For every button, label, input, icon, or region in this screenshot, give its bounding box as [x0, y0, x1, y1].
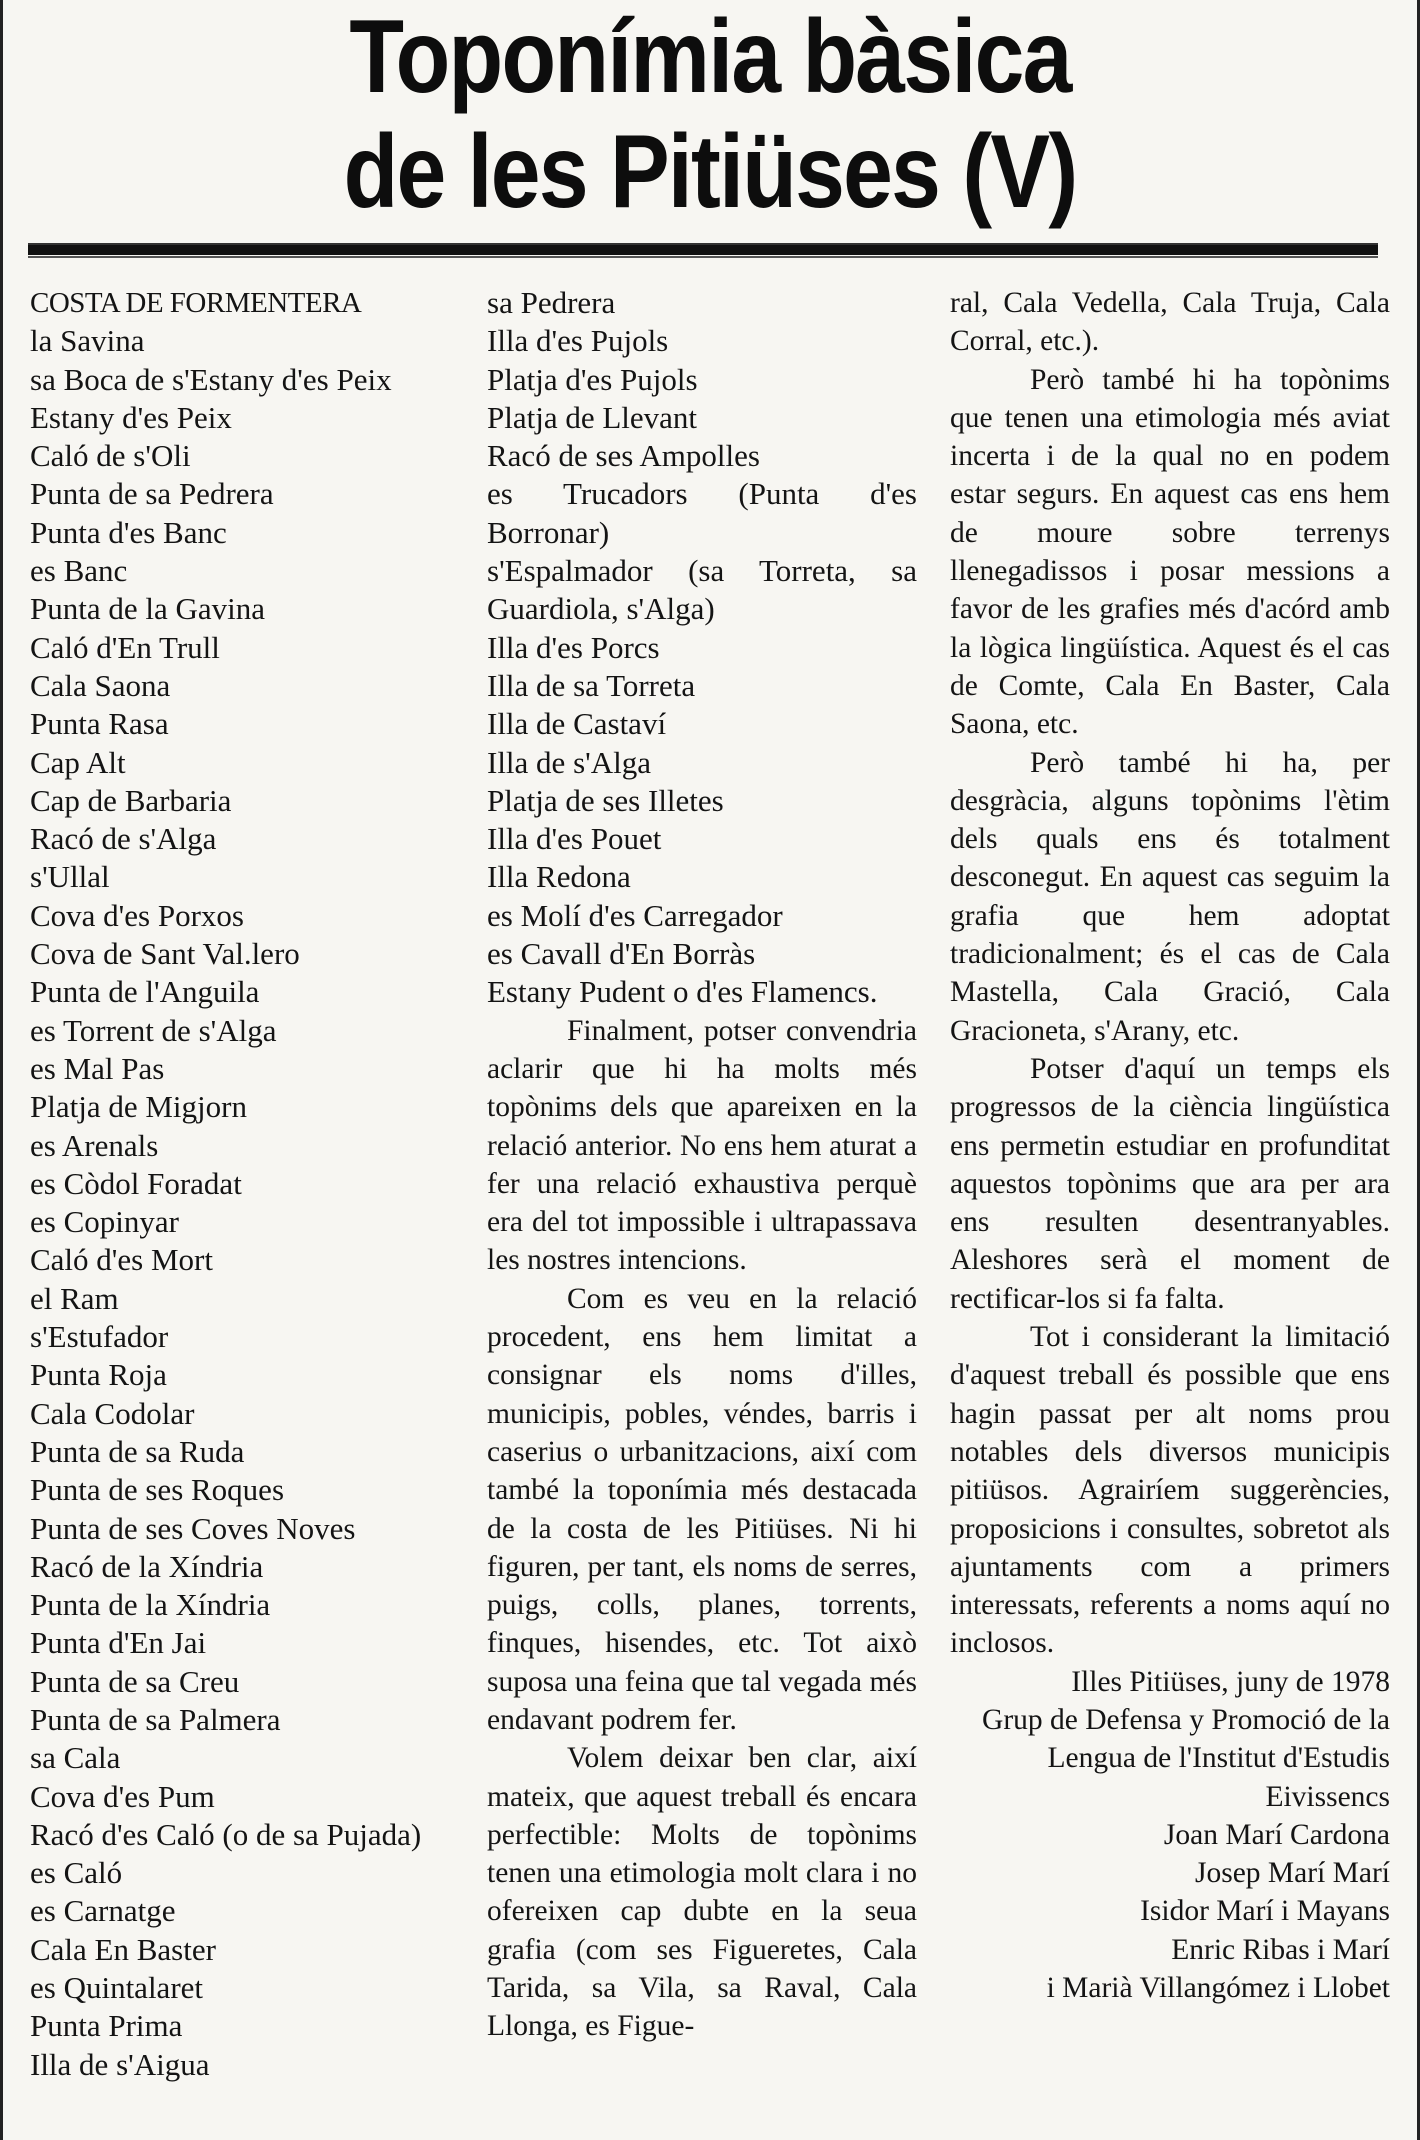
author-name: i Marià Villangómez i Llobet [1046, 1972, 1390, 2005]
place-name-item: Cala Codolar [30, 1395, 195, 1431]
place-name-item: Punta d'es Banc [30, 514, 227, 550]
place-name-item: sa Boca de s'Estany d'es Peix [30, 361, 392, 397]
place-name-item: Estany Pudent o d'es Flamencs. [487, 974, 878, 1010]
title-line-2: de les Pitiüses (V) [343, 114, 1077, 230]
place-name-item: Punta de la Xíndria [30, 1587, 271, 1623]
column-1 [30, 284, 470, 2084]
place-list-1 [30, 322, 470, 2084]
place-name-item: es Caló [30, 1855, 123, 1891]
place-name-item: s'Espalmador (sa Torreta, sa Guardiola, s'Alga) [487, 553, 917, 627]
place-name-item: es Molí d'es Carregador [487, 897, 783, 933]
paragraph: Tot i considerant la limitació d'aquest treball és possible que ens hagin passat per alt noms prou notables dels diversos municipis pitiüsos. Agrairíem suggerències, proposicions i consultes, sobretot als ajuntaments com a primers interessats, referents a noms aquí no inclosos. [950, 1321, 1390, 1660]
place-name-item: Punta Rasa [30, 706, 169, 742]
author-name: Joan Marí Cardona [1163, 1818, 1390, 1851]
paragraph: Però també hi ha, per desgràcia, alguns topònims l'ètim dels quals ens és totalment desconegut. En aquest cas seguim la grafia que hem adoptat tradicionalment; és el cas de Cala Mastella, Cala Gració, Cala Gracioneta, s'Arany, etc. [950, 746, 1390, 1047]
place-name-item: Punta de sa Ruda [30, 1433, 245, 1469]
place-name-item: Racó d'es Caló (o de sa Pujada) [30, 1816, 422, 1852]
author-name: Josep Marí Marí [1195, 1857, 1390, 1890]
place-name-item: Cova d'es Porxos [30, 897, 244, 933]
place-name-item: sa Pedrera [487, 285, 616, 320]
place-list-2 [487, 284, 917, 1012]
place-name-item: Racó de s'Alga [30, 821, 217, 857]
place-name-item: Cova d'es Pum [30, 1778, 215, 1814]
title-rule-thin [28, 256, 1378, 258]
place-name-item: Estany d'es Peix [30, 399, 232, 435]
column-3-text [950, 284, 1390, 1663]
place-name-item: Racó de la Xíndria [30, 1548, 264, 1584]
place-name-item: la Savina [30, 323, 145, 359]
place-name-item: Cap Alt [30, 744, 126, 780]
place-name-item: Punta de sa Creu [30, 1663, 240, 1699]
place-name-item: Illa d'es Pujols [487, 323, 669, 359]
column-2-text [487, 1012, 917, 2046]
place-name-item: Illa Redona [487, 859, 631, 895]
paragraph: Com es veu en la relació procedent, ens hem limitat a consignar els noms d'illes, municipis, pobles, véndes, barris i caserius o urbanitzacions, així com també la toponímia més destacada de la costa de les Pitiüses. Ni hi figuren, per tant, els noms de serres, puigs, colls, planes, torrents, finques, hisendes, etc. Tot això suposa una feina que tal vegada més endavant podrem fer. [487, 1282, 917, 1736]
place-name-item: Illa d'es Pouet [487, 821, 662, 857]
place-name-item: Punta d'En Jai [30, 1625, 207, 1661]
place-name-item: Platja de ses Illetes [487, 782, 724, 818]
place-name-item: Punta de sa Palmera [30, 1701, 281, 1737]
place-name-item: es Torrent de s'Alga [30, 1012, 277, 1048]
place-name-item: Platja de Migjorn [30, 1089, 247, 1125]
paragraph: Però també hi ha topònims que tenen una etimologia més aviat incerta i de la qual no en podem estar segurs. En aquest cas ens hem de moure sobre terrenys llenegadissos i posar messions a favor de les grafies més d'acórd amb la lògica lingüística. Aquest és el cas de Comte, Cala En Baster, Cala Saona, etc. [950, 363, 1390, 741]
place-name-item: es Trucadors (Punta d'es Borronar) [487, 476, 917, 550]
place-date: Illes Pitiüses, juny de 1978 [1071, 1665, 1390, 1698]
title-rule [28, 243, 1378, 255]
place-name-item: Punta de l'Anguila [30, 974, 260, 1010]
place-name-item: Caló d'es Mort [30, 1242, 213, 1278]
place-name-item: Caló d'En Trull [30, 629, 220, 665]
place-name-item: Illa de sa Torreta [487, 667, 696, 703]
signature-group: Grup de Defensa y Promoció de la Lengua de l'Institut d'Estudis Eivissencs [982, 1703, 1390, 1813]
place-name-item: es Banc [30, 553, 128, 589]
paragraph: Volem deixar ben clar, així mateix, que aquest treball és encara perfectible: Molts de topònims tenen una etimologia molt clara i no ofereixen cap dubte en la seua grafia (com ses Figueretes, Cala Tarida, sa Vila, sa Raval, Cala Llonga, es Figue- [487, 1742, 917, 2043]
place-name-item: el Ram [30, 1280, 119, 1316]
author-name: Isidor Marí i Mayans [1140, 1895, 1390, 1928]
paragraph: ral, Cala Vedella, Cala Truja, Cala Corral, etc.). [950, 287, 1390, 358]
place-name-item: Illa de s'Alga [487, 744, 651, 780]
place-name-item: Caló de s'Oli [30, 438, 191, 474]
article-title [99, 0, 1320, 230]
place-name-item: Punta Roja [30, 1357, 167, 1393]
place-name-item: s'Estufador [30, 1319, 169, 1355]
title-line-1: Toponímia bàsica [349, 0, 1071, 115]
place-name-item: Cova de Sant Val.lero [30, 936, 300, 972]
section-heading: COSTA DE FORMENTERA [30, 287, 362, 319]
place-name-item: Cala Saona [30, 667, 171, 703]
place-name-item: es Copinyar [30, 1204, 179, 1240]
place-name-item: es Arenals [30, 1127, 159, 1163]
author-name: Enric Ribas i Marí [1171, 1933, 1390, 1966]
paragraph: Finalment, potser convendria aclarir que hi ha molts més topònims dels que apareixen en la relació anterior. No ens hem aturat a fer una relació exhaustiva perquè era del tot impossible i ultrapassava les nostres intencions. [487, 1014, 917, 1277]
column-3 [950, 284, 1390, 2007]
place-name-item: es Còdol Foradat [30, 1165, 242, 1201]
place-name-item: Cala En Baster [30, 1931, 216, 1967]
paragraph: Potser d'aquí un temps els progressos de la ciència lingüística ens permetin estudiar en profunditat aquestos topònims que ara per ara ens resulten desentranyables. Aleshores serà el moment de rectificar-los si fa falta. [950, 1052, 1390, 1315]
place-name-item: Illa de s'Aigua [30, 2046, 210, 2082]
place-name-item: s'Ullal [30, 859, 110, 895]
place-name-item: Platja de Llevant [487, 399, 698, 435]
place-name-item: sa Cala [30, 1740, 121, 1776]
place-name-item: Punta Prima [30, 2008, 183, 2044]
place-name-item: Punta de ses Coves Noves [30, 1510, 356, 1546]
place-name-item: Punta de la Gavina [30, 591, 266, 627]
place-name-item: Illa d'es Porcs [487, 629, 660, 665]
place-name-item: es Cavall d'En Borràs [487, 936, 756, 972]
column-2 [487, 284, 917, 2046]
place-name-item: es Carnatge [30, 1893, 176, 1929]
place-name-item: Cap de Barbaria [30, 782, 232, 818]
place-name-item: Racó de ses Ampolles [487, 438, 760, 474]
place-name-item: Platja d'es Pujols [487, 361, 698, 397]
authors-list [950, 1816, 1390, 2007]
place-name-item: Illa de Castaví [487, 706, 667, 742]
signature-block [950, 1663, 1390, 2008]
place-name-item: es Mal Pas [30, 1050, 165, 1086]
place-name-item: Punta de sa Pedrera [30, 476, 274, 512]
place-name-item: es Quintalaret [30, 1970, 204, 2006]
place-name-item: Punta de ses Roques [30, 1472, 285, 1508]
